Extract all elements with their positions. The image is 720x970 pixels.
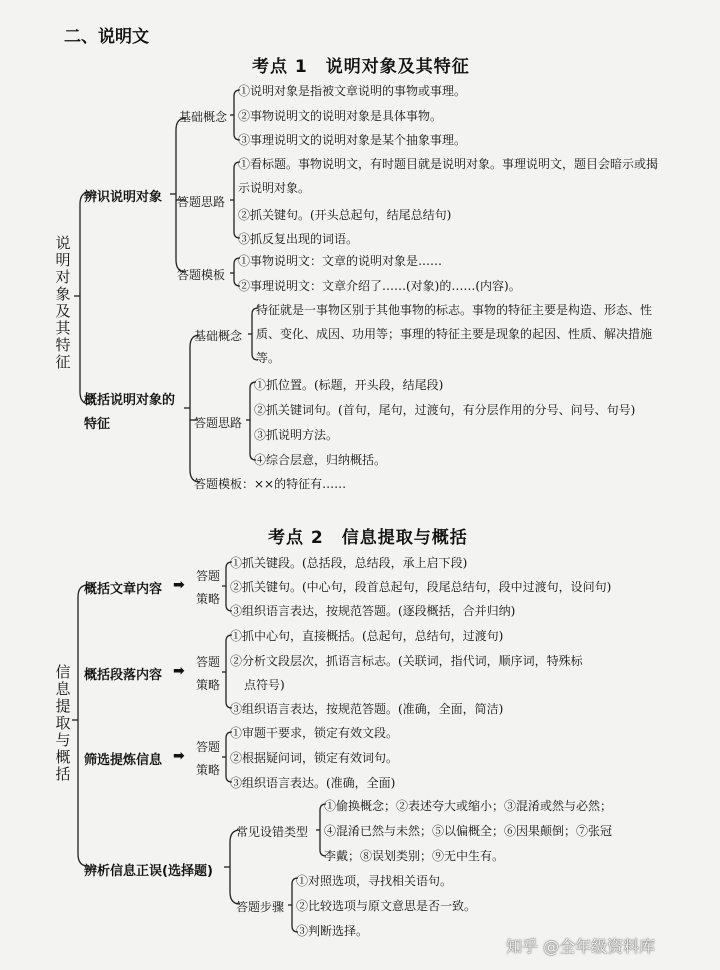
kd1-b2-jc-label: 基础概念 <box>194 329 243 343</box>
kd2-b3-arrow-icon: ➡ <box>173 748 185 764</box>
kd1-b2-dt-item-4: ④综合层意，归纳概括。 <box>254 453 387 467</box>
kd1-b1-label: 辨识说明对象 <box>84 190 163 205</box>
kd1-b1-mb-label: 答题模板 <box>177 268 226 282</box>
kd2-b2-item-1: ①抓中心句，直接概括。(总起句，总结句，过渡句) <box>230 629 504 643</box>
kd1-b1-mb-item-1: ①事物说明文：文章的说明对象是…… <box>238 254 443 268</box>
kd1-root-label: 说明对象及其特征 <box>55 234 71 371</box>
kd2-b2-ce-bottom: 策略 <box>196 678 221 692</box>
kd2-b4-sj-line-1: ①偷换概念；②表述夸大或缩小；③混淆或然与必然； <box>324 799 613 813</box>
kd2-b4-sj-line-2: ④混淆已然与未然；⑤以偏概全；⑥因果颠倒；⑦张冠 <box>324 824 613 838</box>
kd1-b2-dt-item-2: ②抓关键词句。(首句，尾句，过渡句，有分层作用的分号、问号、句号) <box>254 403 636 417</box>
kd2-b2-arrow-icon: ➡ <box>173 663 185 679</box>
kd1-b1-dt-item-3: ③抓反复出现的词语。 <box>238 232 359 246</box>
kd2-b4-bz-item-2: ②比较选项与原文意思是否一致。 <box>296 899 477 913</box>
kd1-b2-label-line2: 特征 <box>84 417 111 432</box>
kd2-b4-label: 辨析信息正误(选择题) <box>84 864 213 879</box>
kd2-b1-item-3: ③组织语言表达，按规范答题。(逐段概括，合并归纳) <box>230 604 516 618</box>
kd2-b3-item-1: ①审题干要求，锁定有效文段。 <box>230 726 399 740</box>
kd2-b3-item-3: ③组织语言表达。(准确，全面) <box>230 776 396 790</box>
kd2-b1-label: 概括文章内容 <box>84 582 163 597</box>
kd1-title: 考点 1 说明对象及其特征 <box>252 57 470 77</box>
kd1-b2-dt-item-3: ③抓说明方法。 <box>254 428 339 442</box>
kd2-b4-sj-line-3: 李戴；⑧误划类别；⑨无中生有。 <box>324 849 505 863</box>
kd1-b2-jc-text: 特征就是一事物区别于其他事物的标志。事物的特征主要是构造、形态、性质、变化、成因、功用等；事理的特征主要是现象的起因、性质、解决措施等。 <box>256 303 653 365</box>
kd1-b2-label-line1: 概括说明对象的 <box>84 393 176 408</box>
kd2-b4-bz-item-3: ③判断选择。 <box>296 924 369 938</box>
kd2-b4-bz-label: 答题步骤 <box>236 900 285 914</box>
watermark: 知乎 @全年级资料库 <box>506 937 656 956</box>
kd2-b1-item-1: ①抓关键段。(总括段，总结段，承上启下段) <box>230 556 468 570</box>
kd1-b1-mb-item-2: ②事理说明文：文章介绍了……(对象)的……(内容)。 <box>238 279 521 293</box>
kd2-b2-item-2b: 点符号) <box>244 678 285 692</box>
kd2-b4-bz-item-1: ①对照选项，寻找相关语句。 <box>296 874 453 888</box>
kd2-b1-item-2: ②抓关键句。(中心句，段首总起句，段尾总结句，段中过渡句，设问句) <box>230 580 612 594</box>
kd2-b2-item-2a: ②分析文段层次，抓语言标志。(关联词，指代词，顺序词，特殊标 <box>230 654 583 668</box>
kd2-b3-label: 筛选提炼信息 <box>84 753 163 768</box>
kd2-b4-sj-label: 常见设错类型 <box>236 825 309 839</box>
kd2-b3-ce-bottom: 策略 <box>196 763 221 777</box>
kd1-b1-jc-item-2: ②事物说明文的说明对象是具体事物。 <box>238 109 443 123</box>
kd2-b3-ce-top: 答题 <box>196 740 221 754</box>
kd1-b1-dt-label: 答题思路 <box>177 195 226 209</box>
kd2-b2-label: 概括段落内容 <box>84 668 163 683</box>
kd1-b1-jc-item-1: ①说明对象是指被文章说明的事物或事理。 <box>238 84 467 98</box>
kd1-b1-jc-label: 基础概念 <box>179 110 228 124</box>
kd1-b1-dt-item-1: ①看标题。事物说明文，有时题目就是说明对象。事理说明文，题目会暗示或揭示说明对象。 <box>238 157 659 195</box>
kd1-b1-jc-item-3: ③事理说明文的说明对象是某个抽象事理。 <box>238 133 467 147</box>
kd2-b2-item-3: ③组织语言表达，按规范答题。(准确，全面，简洁) <box>230 702 504 716</box>
kd2-title: 考点 2 信息提取与概括 <box>268 528 468 548</box>
kd1-b2-dt-item-1: ①抓位置。(标题，开头段，结尾段) <box>254 378 444 392</box>
kd2-b1-ce-bottom: 策略 <box>196 592 221 606</box>
kd1-b2-dt-label: 答题思路 <box>194 416 243 430</box>
section-title: 二、说明文 <box>64 27 149 47</box>
kd2-b3-item-2: ②根据疑问词，锁定有效词句。 <box>230 751 399 765</box>
kd2-b1-arrow-icon: ➡ <box>173 577 185 593</box>
kd1-b2-mb: 答题模板：××的特征有…… <box>194 477 347 491</box>
kd2-b2-ce-top: 答题 <box>196 655 221 669</box>
kd2-root-label: 信息提取与概括 <box>55 663 71 783</box>
kd2-b1-ce-top: 答题 <box>196 569 221 583</box>
kd1-b1-dt-item-2: ②抓关键句。(开头总起句，结尾总结句) <box>238 208 452 222</box>
